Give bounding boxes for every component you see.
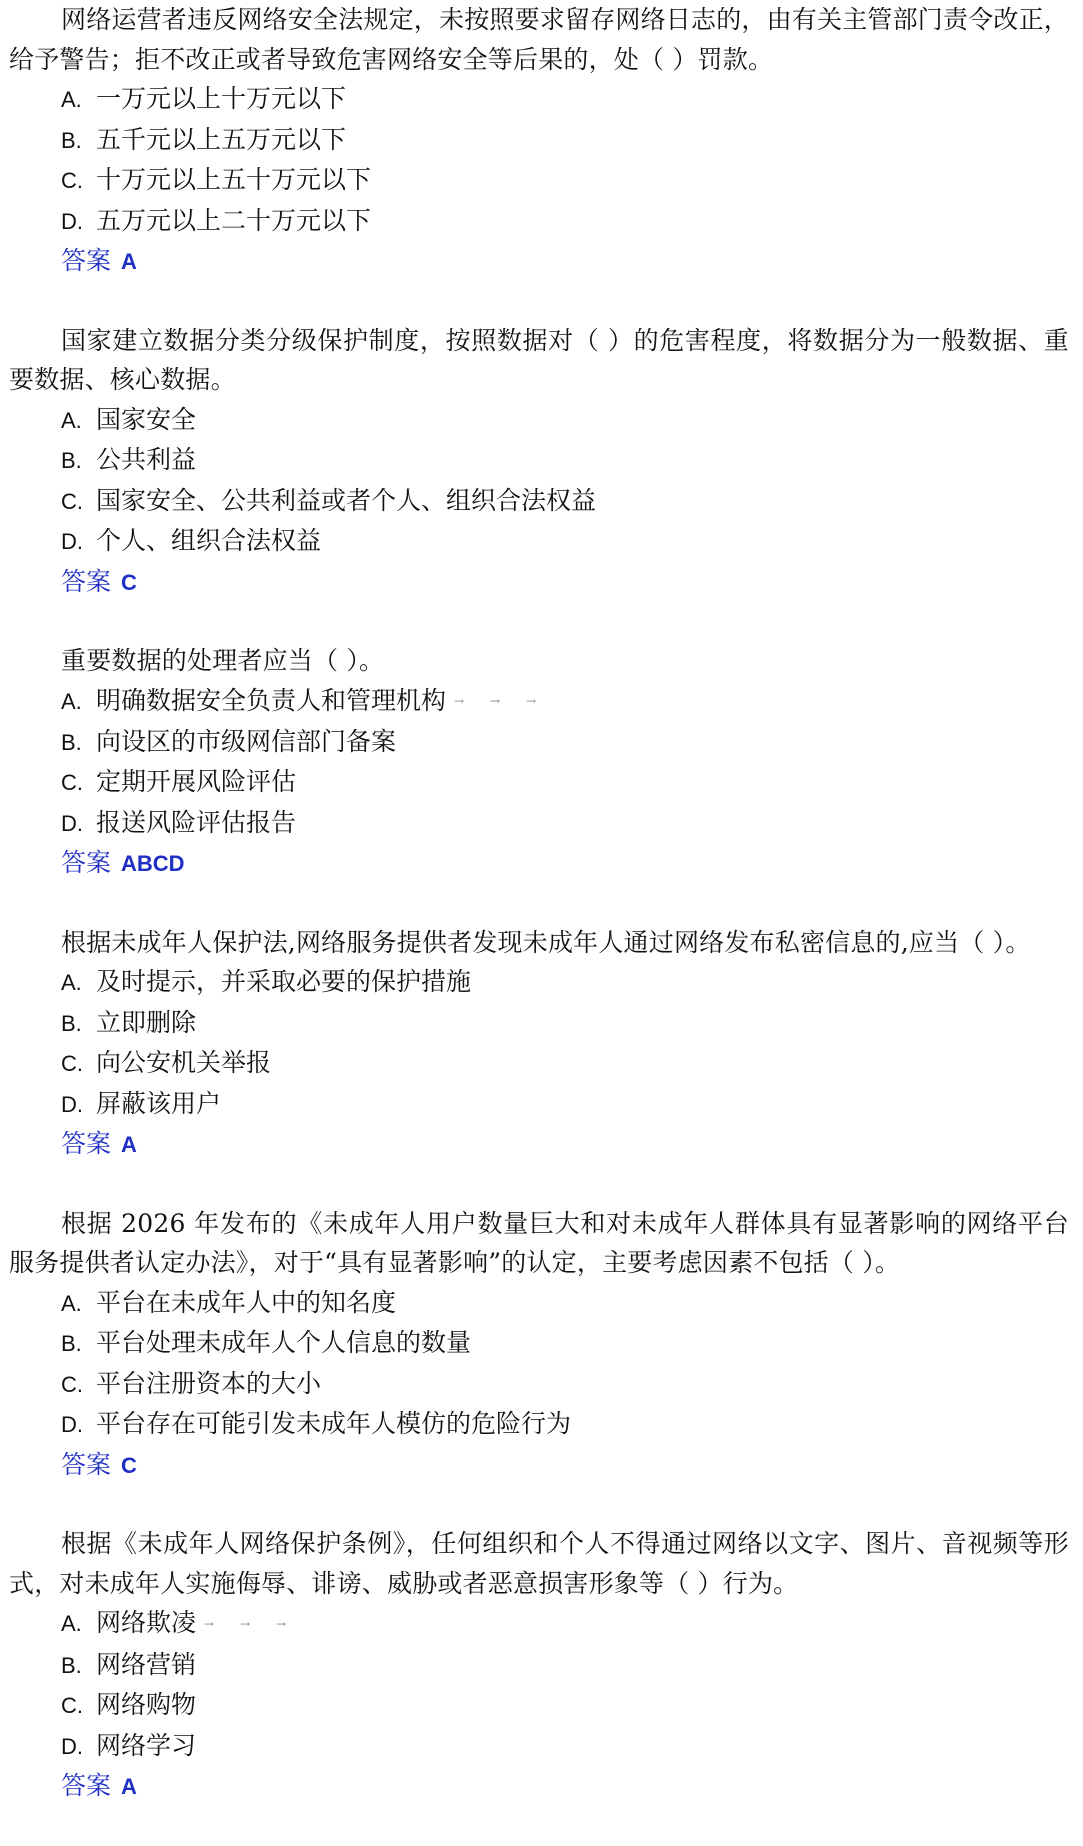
option-list: [9, 1603, 1069, 1766]
question-stem: 国家建立数据分类分级保护制度，按照数据对（ ）的危害程度，将数据分为一般数据、重要数据、核心数据。: [9, 325, 1069, 394]
question: [9, 0, 1069, 282]
tab-arrow-icon: →: [526, 694, 537, 709]
option-text: 向公安机关举报: [96, 1048, 272, 1078]
option-a: [9, 400, 1069, 441]
option-text: 定期开展风险评估: [96, 767, 297, 797]
option-text: 网络欺凌: [96, 1608, 197, 1638]
option-b: [9, 440, 1069, 481]
option-letter: C.: [61, 770, 83, 796]
option-a: [9, 962, 1069, 1003]
option-letter: A.: [61, 970, 82, 996]
answer-label: 答案: [61, 1449, 112, 1479]
answer-value: C: [121, 1452, 137, 1478]
answer-line: [9, 1766, 1069, 1807]
option-c: [9, 1364, 1069, 1405]
option-c: [9, 762, 1069, 803]
question-stem: 根据 2026 年发布的《未成年人用户数量巨大和对未成年人群体具有显著影响的网络平台服务提供者认定办法》，对于“具有显著影响”的认定，主要考虑因素不包括（ ）。: [9, 1208, 1069, 1278]
option-b: [9, 1323, 1069, 1364]
answer-label: 答案: [61, 566, 112, 596]
option-letter: B.: [61, 729, 82, 755]
option-a: [9, 1603, 1069, 1644]
answer-line: [9, 1445, 1069, 1486]
option-letter: C.: [61, 168, 83, 193]
option-letter: A.: [61, 1611, 82, 1637]
option-letter: D.: [61, 1412, 83, 1438]
option-letter: D.: [61, 1733, 83, 1759]
option-d: [9, 1404, 1069, 1445]
answer-value: A: [121, 1132, 137, 1158]
answer-label: 答案: [61, 1771, 112, 1800]
tab-arrow-icon: →: [204, 1617, 215, 1631]
tab-arrow-icon: →: [490, 694, 501, 709]
option-letter: D.: [61, 208, 83, 234]
option-a: [9, 681, 1069, 722]
option-b: [9, 120, 1069, 161]
option-list: [9, 400, 1069, 562]
option-d: [9, 803, 1069, 844]
option-letter: B.: [61, 1652, 82, 1678]
tab-arrow-icon: →: [276, 1617, 287, 1631]
option-text: 网络购物: [96, 1690, 197, 1719]
answer-value: C: [121, 569, 137, 595]
option-b: [9, 1645, 1069, 1686]
option-letter: B.: [61, 448, 82, 473]
answer-value: ABCD: [121, 851, 185, 877]
option-text: 国家安全: [96, 404, 197, 434]
question-stem: 根据《未成年人网络保护条例》，任何组织和个人不得通过网络以文字、图片、音视频等形式，对未成年人实施侮辱、诽谤、威胁或者恶意损害形象等（ ）行为。: [9, 1529, 1069, 1598]
option-text: 及时提示，并采取必要的保护措施: [96, 967, 472, 997]
answer-line: [9, 1124, 1069, 1165]
option-text: 明确数据安全负责人和管理机构: [96, 685, 447, 715]
answer-value: A: [121, 1774, 137, 1799]
option-letter: D.: [61, 1091, 83, 1117]
question: [9, 641, 1069, 884]
option-text: 国家安全、公共利益或者个人、组织合法权益: [96, 485, 597, 515]
answer-label: 答案: [61, 246, 112, 275]
option-text: 网络营销: [96, 1649, 197, 1679]
question-stem: 根据未成年人保护法,网络服务提供者发现未成年人通过网络发布私密信息的,应当（ ）。: [61, 927, 1031, 957]
option-list: [9, 79, 1069, 241]
question-stem: 重要数据的处理者应当（ ）。: [61, 646, 385, 675]
answer-value: A: [121, 249, 137, 274]
option-text: 个人、组织合法权益: [96, 526, 322, 555]
answer-line: [9, 562, 1069, 603]
option-letter: D.: [61, 529, 83, 554]
option-text: 屏蔽该用户: [96, 1088, 222, 1118]
option-text: 五万元以上二十万元以下: [96, 205, 372, 235]
option-c: [9, 1685, 1069, 1726]
option-letter: A.: [61, 688, 82, 714]
tab-arrow-icon: →: [240, 1617, 251, 1631]
option-text: 平台在未成年人中的知名度: [96, 1287, 397, 1317]
option-text: 一万元以上十万元以下: [96, 84, 347, 113]
option-text: 公共利益: [96, 445, 197, 474]
question: [9, 321, 1069, 603]
answer-label: 答案: [61, 848, 112, 878]
question: [9, 923, 1069, 1165]
answer-line: [9, 843, 1069, 884]
option-letter: A.: [61, 1290, 82, 1316]
option-text: 报送风险评估报告: [96, 807, 297, 837]
option-d: [9, 1726, 1069, 1767]
option-text: 平台注册资本的大小: [96, 1368, 322, 1398]
option-text: 立即删除: [96, 1007, 197, 1037]
option-letter: C.: [61, 488, 83, 514]
option-text: 网络学习: [96, 1730, 197, 1760]
option-list: [9, 1283, 1069, 1445]
option-letter: A.: [61, 87, 82, 112]
option-letter: C.: [61, 1051, 83, 1077]
question: [9, 1524, 1069, 1806]
option-text: 平台存在可能引发未成年人模仿的危险行为: [96, 1409, 572, 1439]
option-letter: B.: [61, 1010, 82, 1036]
option-a: [9, 79, 1069, 120]
option-d: [9, 201, 1069, 242]
option-letter: B.: [61, 1331, 82, 1357]
option-b: [9, 722, 1069, 763]
option-text: 五千元以上五万元以下: [96, 124, 347, 154]
option-d: [9, 1084, 1069, 1125]
option-b: [9, 1003, 1069, 1044]
option-letter: C.: [61, 1693, 83, 1718]
option-d: [9, 521, 1069, 562]
option-text: 向设区的市级网信部门备案: [96, 726, 397, 756]
option-letter: A.: [61, 407, 82, 433]
option-list: [9, 962, 1069, 1124]
option-list: [9, 681, 1069, 844]
option-text: 十万元以上五十万元以下: [96, 165, 372, 194]
option-text: 平台处理未成年人个人信息的数量: [96, 1328, 472, 1358]
option-letter: C.: [61, 1371, 83, 1397]
question: [9, 1204, 1069, 1486]
option-letter: B.: [61, 127, 82, 153]
option-letter: D.: [61, 810, 83, 836]
answer-line: [9, 241, 1069, 282]
option-c: [9, 481, 1069, 522]
option-a: [9, 1283, 1069, 1324]
question-stem: 网络运营者违反网络安全法规定，未按照要求留存网络日志的，由有关主管部门责令改正，给予警告；拒不改正或者导致危害网络安全等后果的，处（ ）罚款。: [9, 5, 1070, 74]
tab-arrow-icon: →: [454, 694, 465, 709]
option-c: [9, 1043, 1069, 1084]
answer-label: 答案: [61, 1129, 112, 1159]
option-c: [9, 160, 1069, 201]
